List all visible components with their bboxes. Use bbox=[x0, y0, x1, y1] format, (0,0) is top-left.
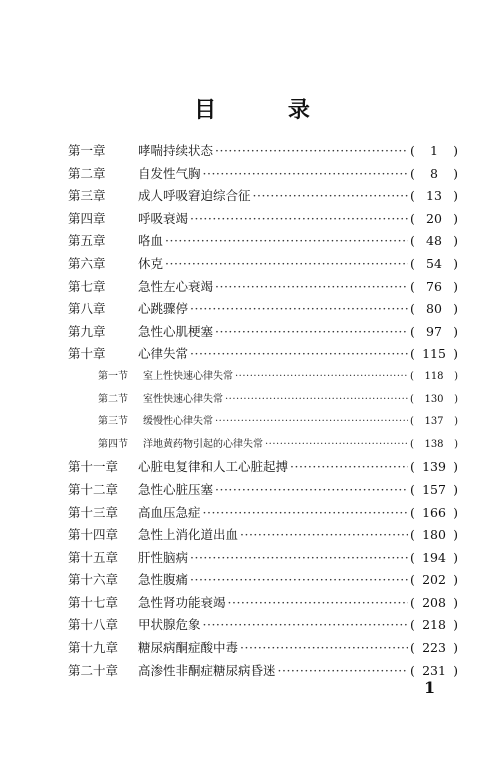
toc-entry[interactable] bbox=[68, 141, 458, 164]
toc-page-ref: ( 194 ) bbox=[410, 549, 458, 565]
toc-leader-dots bbox=[235, 371, 408, 382]
toc-page-number: 20 bbox=[426, 210, 442, 226]
toc-chapter-number: 第十九章 bbox=[68, 640, 119, 656]
toc-chapter-number: 第十章 bbox=[68, 346, 106, 362]
toc-page-number: 157 bbox=[422, 481, 446, 497]
toc-entry[interactable] bbox=[68, 480, 458, 503]
toc-chapter-number: 第二章 bbox=[68, 165, 106, 181]
toc-entry[interactable] bbox=[68, 525, 458, 548]
toc-chapter-number: 第八章 bbox=[68, 301, 106, 317]
toc-page-ref: ( 208 ) bbox=[410, 594, 458, 610]
toc-page-ref: ( 139 ) bbox=[410, 459, 458, 475]
toc-page-number: 180 bbox=[422, 527, 446, 543]
toc-leader-dots bbox=[265, 439, 408, 450]
toc-leader-dots bbox=[165, 233, 408, 248]
toc-section-entry[interactable] bbox=[68, 367, 458, 390]
toc-chapter-title: 急性心肌梗塞 bbox=[138, 323, 214, 339]
toc-page-ref: ( 202 ) bbox=[410, 572, 458, 588]
toc-chapter-number: 第十五章 bbox=[68, 549, 119, 565]
toc-page-number: 76 bbox=[426, 278, 442, 294]
toc-page-number: 115 bbox=[422, 346, 446, 362]
toc-chapter-title: 高渗性非酮症糖尿病昏迷 bbox=[138, 662, 276, 678]
toc-section-title: 室性快速心律失常 bbox=[143, 393, 223, 405]
toc-leader-dots bbox=[278, 663, 408, 678]
toc-page-number: 130 bbox=[424, 393, 444, 405]
toc-entry[interactable] bbox=[68, 570, 458, 593]
toc-chapter-number: 第一章 bbox=[68, 143, 106, 158]
toc-leader-dots bbox=[190, 550, 408, 565]
toc-page-ref: ( 223 ) bbox=[410, 640, 458, 656]
page-title: 目 录 bbox=[194, 97, 342, 123]
toc-leader-dots bbox=[290, 459, 408, 474]
page-number: 1 bbox=[424, 678, 436, 697]
toc-chapter-title: 甲状腺危象 bbox=[138, 617, 201, 633]
toc-chapter-title: 急性左心衰竭 bbox=[138, 278, 214, 294]
toc-chapter-title: 心律失常 bbox=[138, 346, 189, 362]
toc-section-title: 缓慢性心律失常 bbox=[143, 416, 213, 428]
toc-entry[interactable] bbox=[68, 548, 458, 571]
toc-leader-dots bbox=[215, 482, 408, 497]
toc-chapter-number: 第十四章 bbox=[68, 527, 119, 543]
toc-page-number: 54 bbox=[426, 255, 442, 271]
toc-chapter-number: 第五章 bbox=[68, 233, 106, 249]
toc-chapter-title: 急性心脏压塞 bbox=[138, 481, 214, 497]
toc-entry[interactable] bbox=[68, 209, 458, 232]
toc-page-ref: ( 180 ) bbox=[410, 527, 458, 543]
toc-entry[interactable] bbox=[68, 503, 458, 526]
toc-leader-dots bbox=[228, 595, 408, 610]
toc-page-number: 218 bbox=[422, 617, 446, 633]
toc-chapter-title: 成人呼吸窘迫综合征 bbox=[138, 188, 251, 204]
toc-page-ref: ( 157 ) bbox=[410, 481, 458, 497]
table-of-contents bbox=[68, 141, 458, 683]
toc-leader-dots bbox=[165, 256, 408, 271]
toc-page-ref: ( 76 ) bbox=[410, 278, 458, 294]
toc-entry[interactable] bbox=[68, 344, 458, 367]
toc-chapter-title: 糖尿病酮症酸中毒 bbox=[138, 640, 239, 656]
toc-entry[interactable] bbox=[68, 186, 458, 209]
toc-chapter-number: 第十八章 bbox=[68, 617, 119, 633]
toc-entry[interactable] bbox=[68, 661, 458, 684]
toc-leader-dots bbox=[240, 527, 408, 542]
toc-chapter-title: 哮喘持续状态 bbox=[138, 143, 214, 158]
toc-chapter-title: 急性腹痛 bbox=[138, 572, 189, 588]
toc-section-entry[interactable] bbox=[68, 435, 458, 458]
toc-page-number: 97 bbox=[426, 323, 442, 339]
toc-page-ref: ( 166 ) bbox=[410, 504, 458, 520]
toc-entry[interactable] bbox=[68, 322, 458, 345]
toc-chapter-number: 第二十章 bbox=[68, 662, 119, 678]
toc-page-number: 8 bbox=[430, 165, 438, 181]
toc-page-ref: ( 118 ) bbox=[410, 370, 458, 382]
toc-section-number: 第三节 bbox=[98, 416, 128, 428]
toc-page-ref: ( 8 ) bbox=[410, 165, 458, 181]
toc-entry[interactable] bbox=[68, 277, 458, 300]
toc-leader-dots bbox=[190, 301, 408, 316]
toc-entry[interactable] bbox=[68, 457, 458, 480]
toc-leader-dots bbox=[225, 394, 408, 405]
toc-page-ref: ( 54 ) bbox=[410, 255, 458, 271]
toc-page-number: 223 bbox=[422, 640, 446, 656]
toc-page-ref: ( 231 ) bbox=[410, 662, 458, 678]
toc-leader-dots bbox=[215, 416, 408, 427]
toc-page-ref: ( 97 ) bbox=[410, 323, 458, 339]
toc-page-ref: ( 80 ) bbox=[410, 301, 458, 317]
toc-chapter-title: 呼吸衰竭 bbox=[138, 210, 189, 226]
toc-leader-dots bbox=[203, 505, 408, 520]
toc-chapter-number: 第六章 bbox=[68, 255, 106, 271]
toc-page-number: 139 bbox=[422, 459, 446, 475]
toc-entry[interactable] bbox=[68, 593, 458, 616]
toc-page-number: 1 bbox=[430, 143, 438, 158]
toc-entry[interactable] bbox=[68, 638, 458, 661]
toc-section-number: 第四节 bbox=[98, 438, 128, 450]
toc-page-number: 137 bbox=[424, 416, 444, 428]
toc-page-ref: ( 115 ) bbox=[410, 346, 458, 362]
toc-chapter-title: 自发性气胸 bbox=[138, 165, 201, 181]
toc-leader-dots bbox=[253, 188, 408, 203]
toc-page-number: 166 bbox=[422, 504, 446, 520]
toc-chapter-number: 第十六章 bbox=[68, 572, 119, 588]
toc-leader-dots bbox=[203, 617, 408, 632]
toc-chapter-number: 第四章 bbox=[68, 210, 106, 226]
toc-chapter-title: 高血压急症 bbox=[138, 504, 201, 520]
toc-section-title: 室上性快速心律失常 bbox=[143, 370, 233, 382]
toc-leader-dots bbox=[203, 166, 408, 181]
toc-page-ref: ( 48 ) bbox=[410, 233, 458, 249]
toc-page-number: 231 bbox=[422, 662, 446, 678]
toc-chapter-number: 第七章 bbox=[68, 278, 106, 294]
toc-leader-dots bbox=[215, 143, 408, 158]
toc-entry[interactable] bbox=[68, 299, 458, 322]
toc-section-number: 第二节 bbox=[98, 393, 128, 405]
toc-page-ref: ( 130 ) bbox=[410, 393, 458, 405]
toc-chapter-number: 第三章 bbox=[68, 188, 106, 204]
toc-section-number: 第一节 bbox=[98, 370, 128, 382]
toc-chapter-title: 心跳骤停 bbox=[138, 301, 189, 317]
toc-page-number: 202 bbox=[422, 572, 446, 588]
toc-page-ref: ( 218 ) bbox=[410, 617, 458, 633]
toc-leader-dots bbox=[190, 572, 408, 587]
toc-page-ref: ( 138 ) bbox=[410, 438, 458, 450]
toc-page-ref: ( 20 ) bbox=[410, 210, 458, 226]
toc-chapter-number: 第十一章 bbox=[68, 459, 119, 475]
toc-chapter-title: 急性肾功能衰竭 bbox=[138, 594, 226, 610]
toc-chapter-number: 第十七章 bbox=[68, 594, 119, 610]
toc-page-number: 48 bbox=[426, 233, 442, 249]
toc-section-entry[interactable] bbox=[68, 412, 458, 435]
toc-chapter-title: 休克 bbox=[138, 255, 164, 271]
toc-page-ref: ( 1 ) bbox=[410, 143, 458, 158]
toc-chapter-number: 第九章 bbox=[68, 323, 106, 339]
toc-page-number: 138 bbox=[424, 438, 444, 450]
toc-section-entry[interactable] bbox=[68, 390, 458, 413]
toc-chapter-title: 急性上消化道出血 bbox=[138, 527, 239, 543]
toc-page-number: 118 bbox=[424, 370, 444, 382]
toc-page-number: 208 bbox=[422, 594, 446, 610]
toc-entry[interactable] bbox=[68, 615, 458, 638]
toc-page-number: 13 bbox=[426, 188, 442, 204]
toc-chapter-title: 心脏电复律和人工心脏起搏 bbox=[138, 459, 289, 475]
toc-chapter-title: 咯血 bbox=[138, 233, 164, 249]
toc-entry[interactable] bbox=[68, 164, 458, 187]
toc-leader-dots bbox=[215, 279, 408, 294]
toc-page-number: 80 bbox=[426, 301, 442, 317]
toc-leader-dots bbox=[190, 211, 408, 226]
toc-chapter-number: 第十三章 bbox=[68, 504, 119, 520]
toc-entry[interactable] bbox=[68, 231, 458, 254]
toc-chapter-title: 肝性脑病 bbox=[138, 549, 189, 565]
toc-section-title: 洋地黄药物引起的心律失常 bbox=[143, 438, 263, 450]
toc-leader-dots bbox=[190, 346, 408, 361]
toc-chapter-number: 第十二章 bbox=[68, 481, 119, 497]
toc-page-ref: ( 137 ) bbox=[410, 416, 458, 428]
toc-page-ref: ( 13 ) bbox=[410, 188, 458, 204]
toc-page-number: 194 bbox=[422, 549, 446, 565]
toc-entry[interactable] bbox=[68, 254, 458, 277]
toc-leader-dots bbox=[215, 324, 408, 339]
toc-leader-dots bbox=[240, 640, 408, 655]
